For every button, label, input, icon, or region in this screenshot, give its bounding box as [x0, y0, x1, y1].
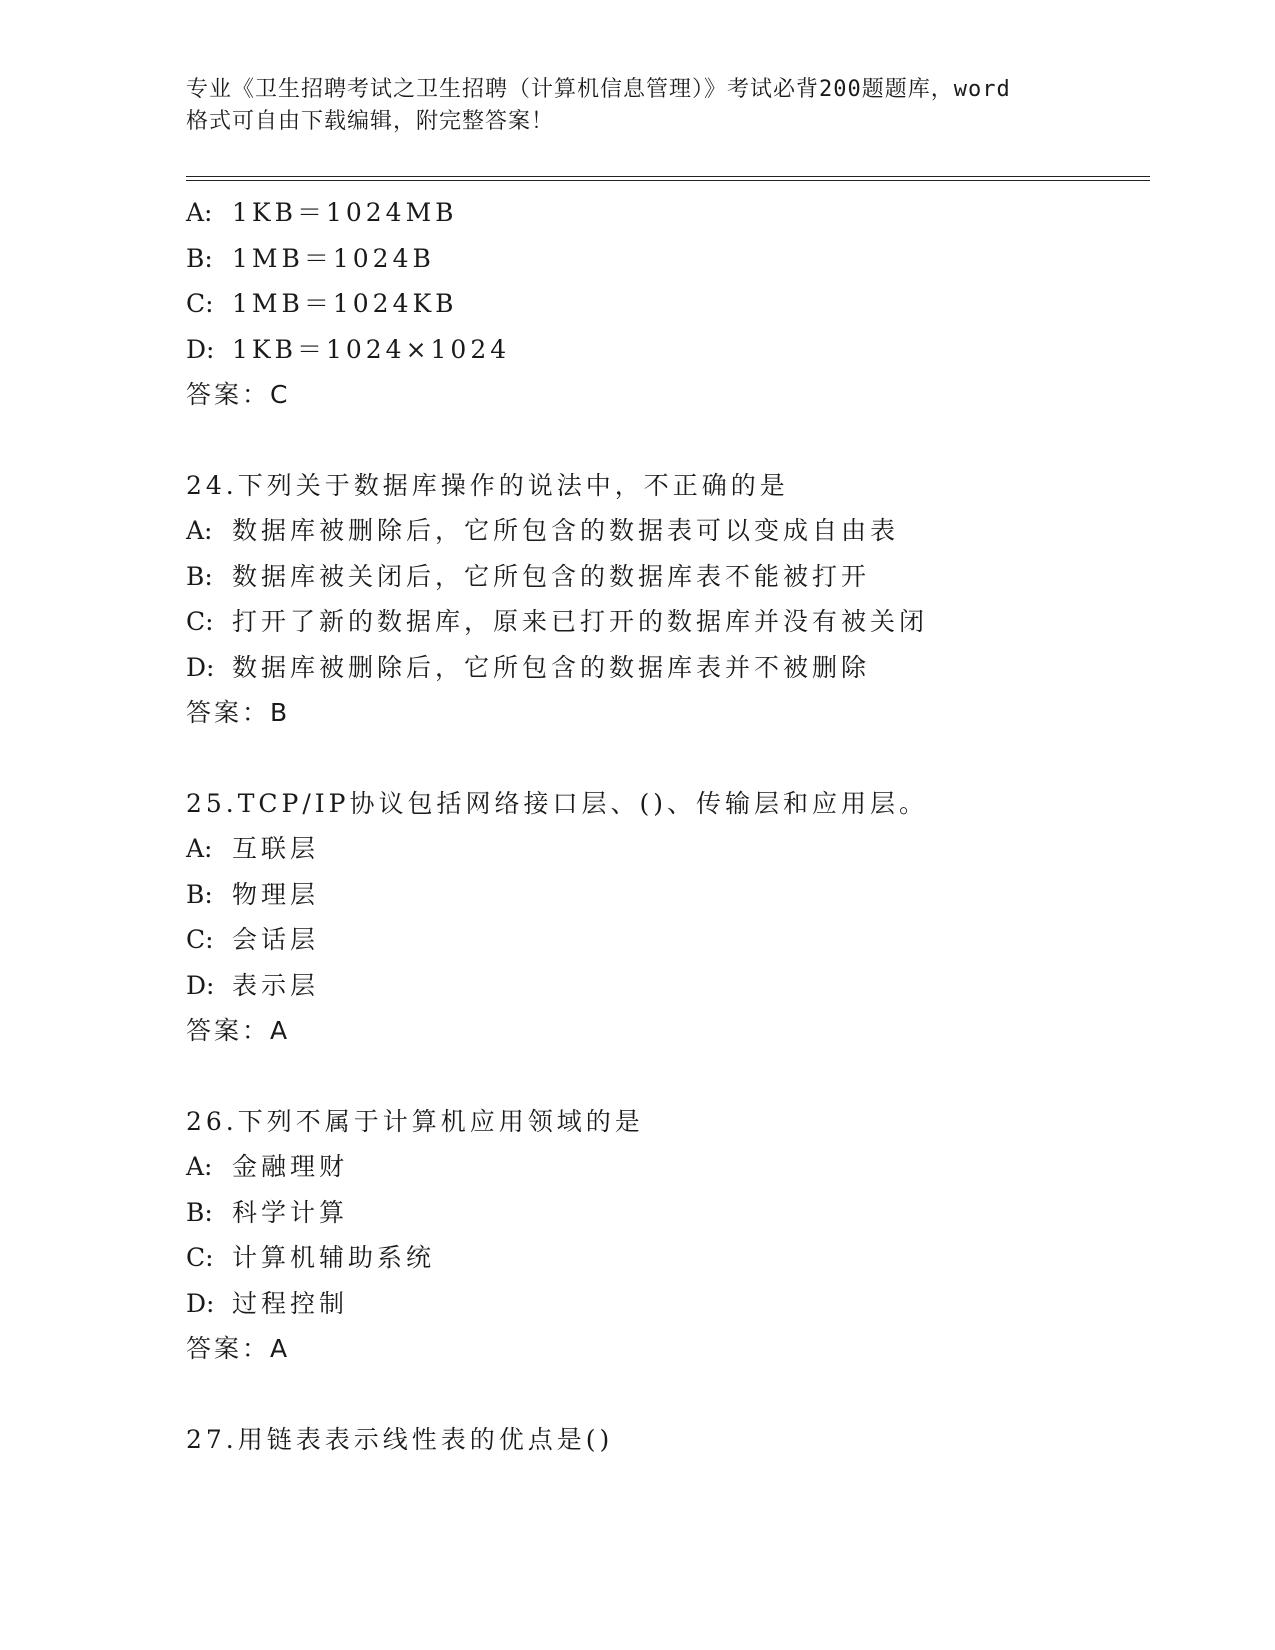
spacer — [186, 1054, 1146, 1099]
option-label: C: — [186, 925, 214, 954]
option-a — [186, 190, 1146, 236]
option-d — [186, 963, 1146, 1009]
option-text: 物理层 — [232, 879, 320, 909]
option-d — [186, 327, 1146, 373]
option-text: 互联层 — [232, 834, 320, 863]
option-a — [186, 508, 1146, 554]
option-label: A: — [186, 198, 213, 227]
header-line-2: 格式可自由下载编辑，附完整答案！ — [186, 109, 555, 134]
header-divider — [186, 176, 1150, 181]
option-a — [186, 826, 1146, 872]
option-text: 1MB＝1024KB — [232, 289, 458, 318]
option-c — [186, 917, 1146, 963]
answer: 答案：A — [186, 1334, 291, 1363]
option-text: 科学计算 — [232, 1197, 349, 1227]
option-c — [186, 1235, 1146, 1281]
option-label: B: — [186, 561, 213, 591]
question-27 — [186, 1417, 1146, 1463]
option-text: 1KB＝1024×1024 — [232, 334, 511, 364]
option-text: 1MB＝1024B — [232, 243, 435, 273]
option-text: 会话层 — [232, 925, 320, 954]
option-b — [186, 1190, 1146, 1236]
spacer — [186, 1372, 1146, 1417]
option-label: B: — [186, 879, 213, 909]
option-c — [186, 281, 1146, 327]
option-label: D: — [186, 970, 215, 1000]
option-label: A: — [186, 834, 213, 863]
option-b — [186, 236, 1146, 282]
spacer — [186, 736, 1146, 781]
question-25 — [186, 781, 1146, 1054]
option-text: 金融理财 — [232, 1152, 349, 1181]
question-24 — [186, 463, 1146, 736]
answer: 答案：C — [186, 380, 291, 409]
option-b — [186, 872, 1146, 918]
option-label: A: — [186, 516, 213, 545]
option-label: B: — [186, 243, 213, 273]
option-text: 1KB＝1024MB — [232, 198, 458, 227]
option-label: C: — [186, 1243, 214, 1272]
question-text: 27.用链表表示线性表的优点是() — [186, 1424, 614, 1454]
question-23 — [186, 190, 1146, 418]
question-26 — [186, 1099, 1146, 1372]
option-label: A: — [186, 1152, 213, 1181]
option-text: 打开了新的数据库，原来已打开的数据库并没有被关闭 — [232, 607, 929, 636]
header-line-1: 专业《卫生招聘考试之卫生招聘（计算机信息管理）》考试必背200题题库，word — [186, 77, 1011, 102]
option-label: D: — [186, 1288, 215, 1318]
question-text: 25.TCP/IP协议包括网络接口层、()、传输层和应用层。 — [186, 788, 929, 818]
option-label: C: — [186, 289, 214, 318]
option-a — [186, 1144, 1146, 1190]
option-label: D: — [186, 334, 215, 364]
option-text: 计算机辅助系统 — [232, 1243, 436, 1272]
question-text: 24.下列关于数据库操作的说法中，不正确的是 — [186, 470, 789, 500]
option-text: 表示层 — [232, 970, 320, 1000]
question-list — [186, 190, 1146, 1462]
option-label: D: — [186, 652, 215, 682]
option-text: 数据库被关闭后，它所包含的数据库表不能被打开 — [232, 561, 871, 591]
option-label: B: — [186, 1197, 213, 1227]
option-text: 数据库被删除后，它所包含的数据表可以变成自由表 — [232, 516, 900, 545]
option-text: 数据库被删除后，它所包含的数据库表并不被删除 — [232, 652, 871, 682]
document-header — [186, 74, 1086, 138]
option-b — [186, 554, 1146, 600]
spacer — [186, 418, 1146, 463]
option-label: C: — [186, 607, 214, 636]
answer: 答案：A — [186, 1016, 291, 1045]
question-text: 26.下列不属于计算机应用领域的是 — [186, 1106, 644, 1136]
answer: 答案：B — [186, 698, 291, 727]
option-c — [186, 599, 1146, 645]
option-d — [186, 645, 1146, 691]
option-d — [186, 1281, 1146, 1327]
option-text: 过程控制 — [232, 1288, 349, 1318]
